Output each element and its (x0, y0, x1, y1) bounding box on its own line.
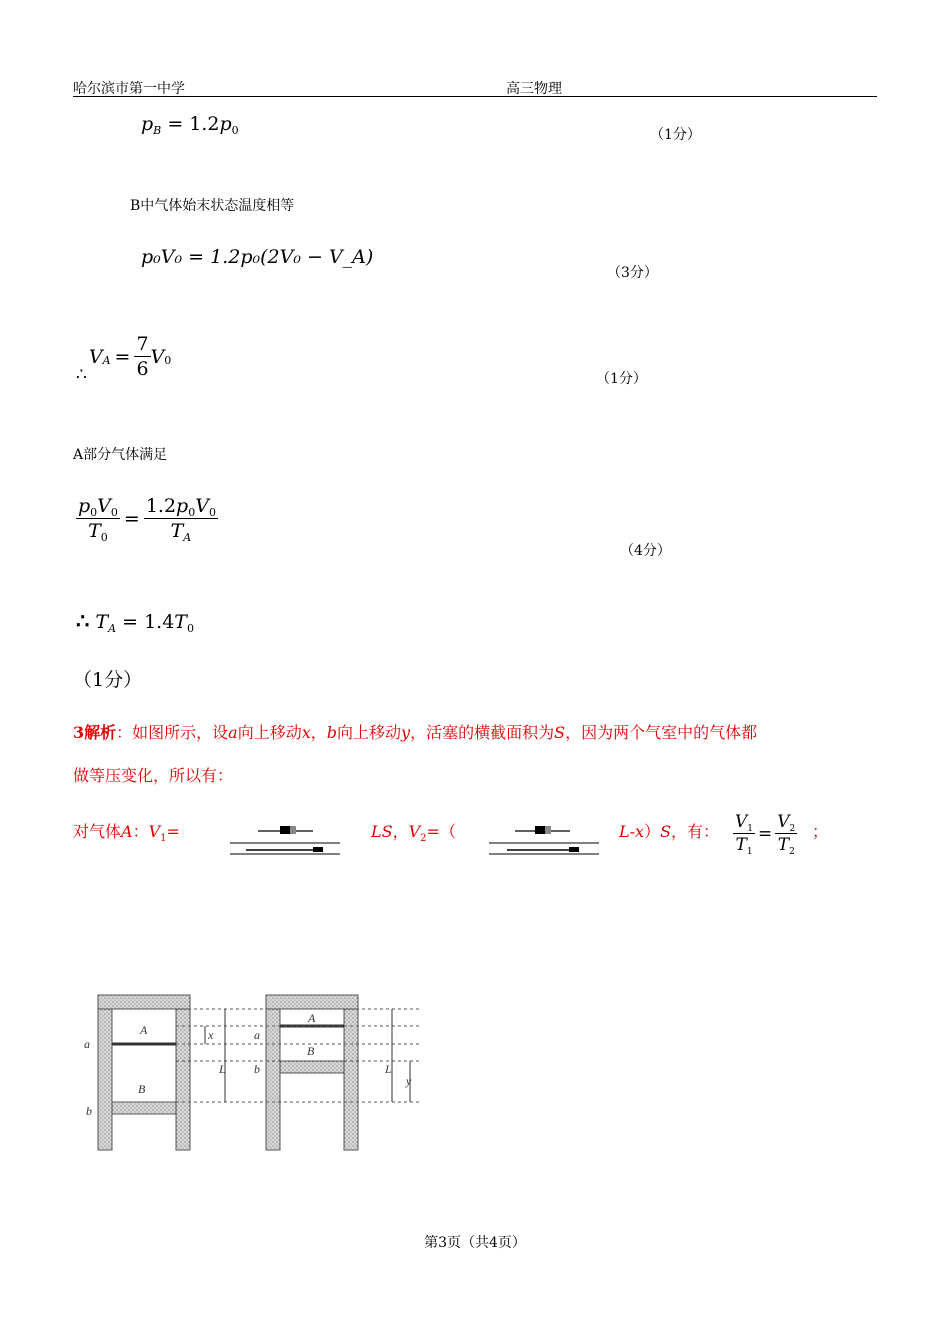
label-A-left: A (140, 1023, 148, 1037)
equation-pb: $p_B = 1.2p_0$ (141, 113, 239, 137)
analysis-semicolon: ； (812, 822, 829, 841)
label-b-left: b (86, 1104, 92, 1118)
label-a-right: a (254, 1028, 260, 1042)
score-5: （1分） (73, 669, 143, 691)
label-x: x (208, 1028, 214, 1042)
score-3: （1分） (596, 371, 647, 387)
equation-b-isothermal: p₀V₀ = 1.2p₀(2V₀ − V_A) (141, 246, 374, 268)
label-b-right: b (254, 1062, 260, 1076)
header-subject: 高三物理 (506, 81, 562, 97)
label-y: y (406, 1074, 412, 1088)
equation-v1t1-v2t2: $\frac{V_1}{T_1}$ = $\frac{V_2}{T_2}$ (735, 812, 796, 857)
score-2: （3分） (607, 265, 658, 281)
header-rule (73, 96, 877, 97)
score-4: （4分） (620, 543, 671, 559)
label-B-right: B (307, 1044, 315, 1058)
label-L-right: L (385, 1062, 392, 1076)
equation-ta: ∴ $T_A = 1.4T_0$ (76, 608, 194, 635)
left-cylinder (98, 995, 190, 1150)
label-A-right: A (308, 1011, 316, 1025)
analysis-line-1: 3解析：如图所示，设a向上移动x，b向上移动y，活塞的横截面积为S，因为两个气室中的气体都 (73, 723, 758, 742)
analysis-line-3-start: 对气体A：$V_1=$ (73, 822, 180, 844)
analysis-line-3-end: L-x）S，有： (619, 822, 720, 841)
score-1: （1分） (650, 127, 701, 143)
equation-va: ∴ V A = $\frac{7}{6}$ V 0 (76, 333, 172, 385)
analysis-line-3-mid: LS，$V_2=$（ (371, 822, 456, 844)
header-school: 哈尔滨市第一中学 (73, 81, 185, 97)
text-b-gas: B中气体始末状态温度相等 (130, 198, 295, 214)
page-footer: 第3页（共4页） (424, 1235, 526, 1251)
analysis-line-2: 做等压变化，所以有： (73, 766, 234, 785)
label-a-left: a (84, 1037, 90, 1051)
label-L-left: L (219, 1062, 226, 1076)
label-B-left: B (138, 1082, 146, 1096)
equation-a-gas-law: $\frac{p_0V_0}{T_0}$ = $\frac{1.2p_0V_0}{T_A}$ (78, 495, 216, 544)
broken-formula-image-1 (228, 823, 348, 857)
text-a-gas: A部分气体满足 (73, 447, 168, 463)
piston-cylinder-diagram (80, 985, 430, 1160)
broken-formula-image-2 (487, 823, 607, 857)
